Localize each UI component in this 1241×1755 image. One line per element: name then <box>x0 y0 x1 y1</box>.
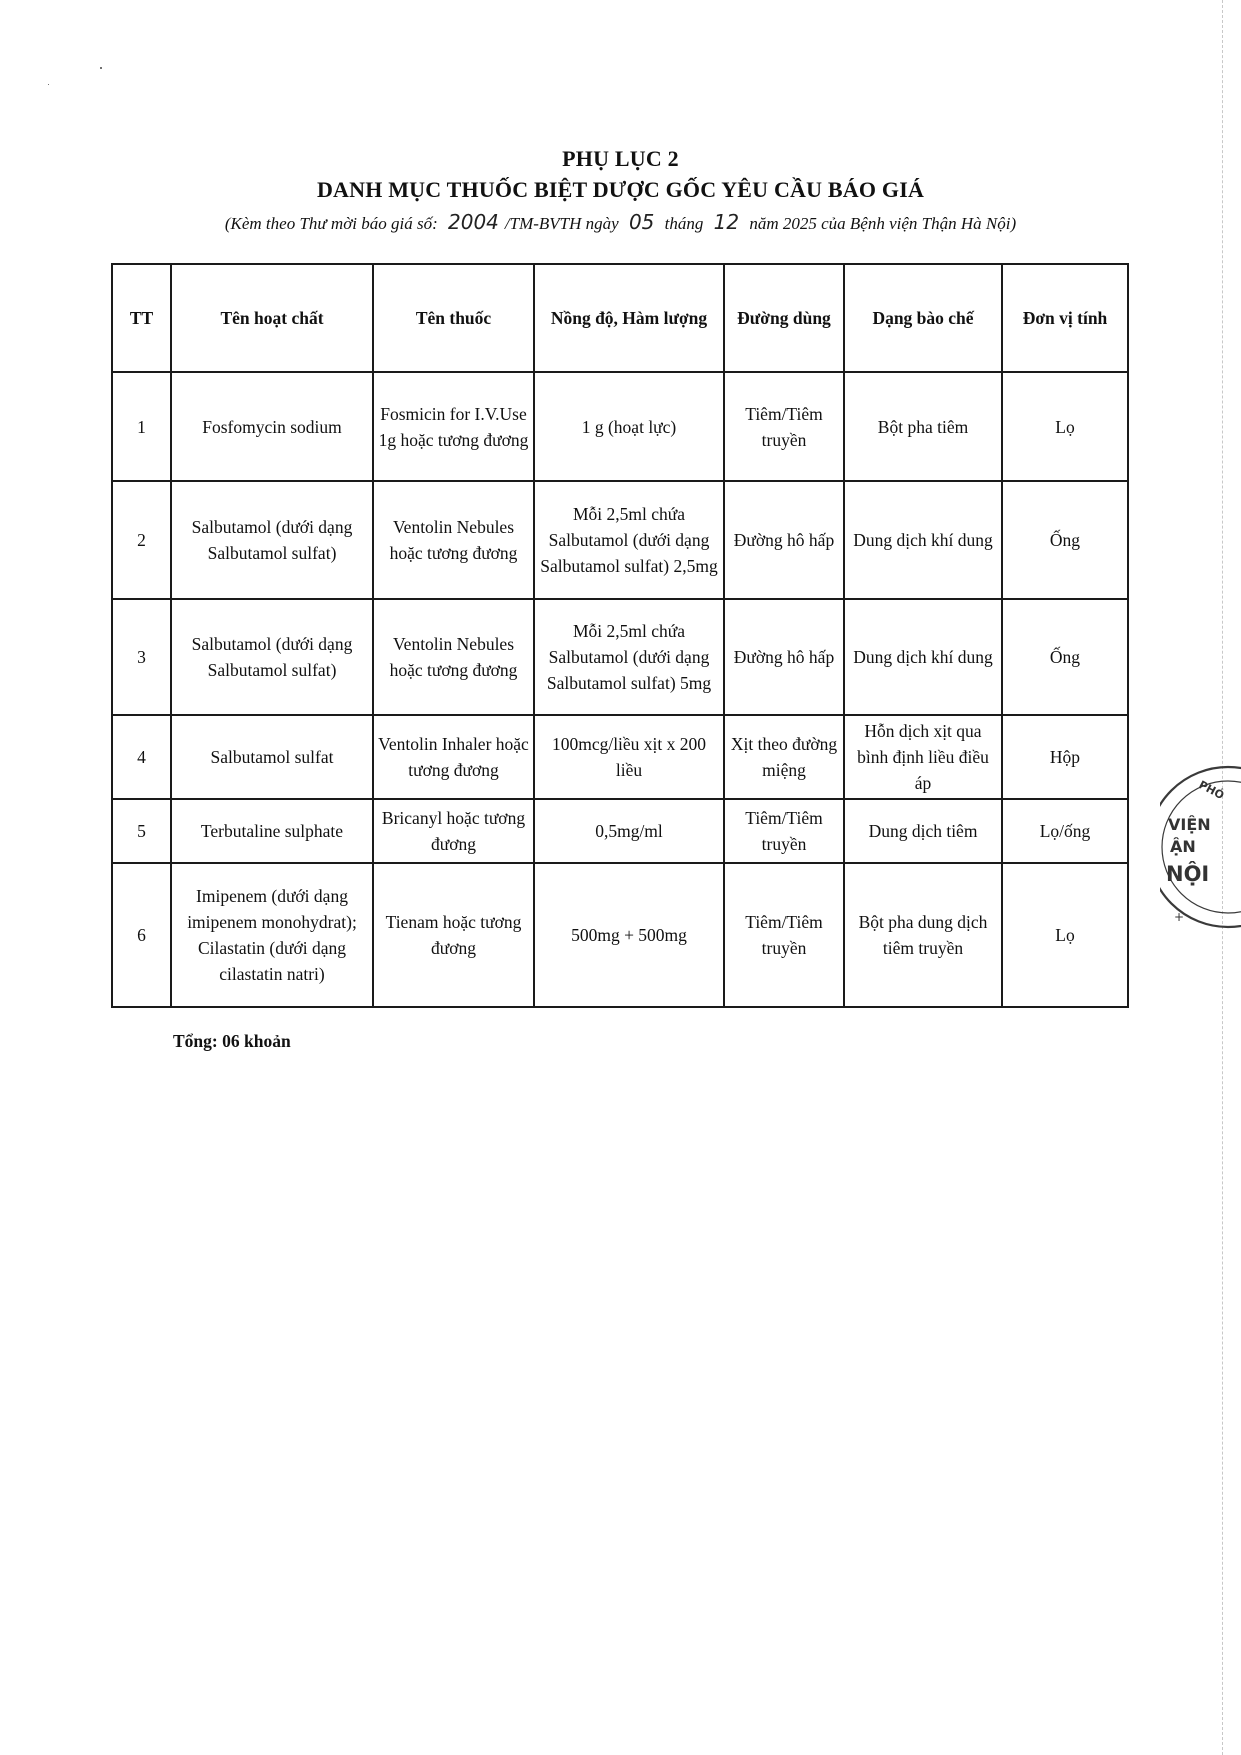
cell-unit: Hộp <box>1002 715 1128 799</box>
cell-index: 5 <box>112 799 171 863</box>
drug-table <box>111 263 1129 1008</box>
scan-speck <box>100 67 102 69</box>
cell-strength: 0,5mg/ml <box>534 799 724 863</box>
cell-index: 3 <box>112 599 171 715</box>
list-title: DANH MỤC THUỐC BIỆT DƯỢC GỐC YÊU CẦU BÁO GIÁ <box>316 177 925 202</box>
handwritten-doc-number: 2004 <box>448 210 499 234</box>
table-row <box>112 863 1128 1007</box>
reference-prefix: (Kèm theo Thư mời báo giá số: <box>224 214 438 233</box>
handwritten-month: 12 <box>713 210 740 234</box>
header-cell: Đường dùng <box>724 264 844 372</box>
header-cell: Tên hoạt chất <box>171 264 373 372</box>
cell-drug-name: Ventolin Nebules hoặc tương đương <box>373 599 534 715</box>
cell-dosage-form: Bột pha tiêm <box>844 372 1002 481</box>
cell-active-ingredient: Imipenem (dưới dạng imipenem monohydrat); Cilastatin (dưới dạng cilastatin natri) <box>171 863 373 1007</box>
cell-unit: Lọ <box>1002 372 1128 481</box>
reference-line <box>0 210 1241 234</box>
handwritten-day: 05 <box>628 210 655 234</box>
table-row <box>112 799 1128 863</box>
cell-route: Đường hô hấp <box>724 599 844 715</box>
cell-strength: 500mg + 500mg <box>534 863 724 1007</box>
cell-active-ingredient: Terbutaline sulphate <box>171 799 373 863</box>
cell-unit: Lọ <box>1002 863 1128 1007</box>
total-count: Tổng: 06 khoản <box>173 1031 291 1051</box>
header-cell: TT <box>112 264 171 372</box>
cell-drug-name: Bricanyl hoặc tương đương <box>373 799 534 863</box>
cell-route: Đường hô hấp <box>724 481 844 599</box>
cell-index: 6 <box>112 863 171 1007</box>
svg-text:+: + <box>1174 910 1185 924</box>
reference-suffix: năm 2025 của Bệnh viện Thận Hà Nội) <box>749 214 1017 233</box>
cell-drug-name: Ventolin Nebules hoặc tương đương <box>373 481 534 599</box>
hospital-stamp <box>1160 735 1241 955</box>
svg-text:PHÓ: PHÓ <box>1196 778 1227 803</box>
cell-unit: Ống <box>1002 599 1128 715</box>
table-header-row <box>112 264 1128 372</box>
header-cell: Tên thuốc <box>373 264 534 372</box>
appendix-title: PHỤ LỤC 2 <box>562 146 679 171</box>
cell-drug-name: Tienam hoặc tương đương <box>373 863 534 1007</box>
table-row <box>112 715 1128 799</box>
cell-drug-name: Ventolin Inhaler hoặc tương đương <box>373 715 534 799</box>
cell-dosage-form: Dung dịch khí dung <box>844 481 1002 599</box>
cell-route: Xịt theo đường miệng <box>724 715 844 799</box>
cell-strength: 100mcg/liều xịt x 200 liều <box>534 715 724 799</box>
svg-text:NỘI: NỘI <box>1166 862 1210 886</box>
stamp-seal-icon <box>1160 735 1241 955</box>
cell-index: 1 <box>112 372 171 481</box>
cell-active-ingredient: Fosfomycin sodium <box>171 372 373 481</box>
cell-dosage-form: Dung dịch khí dung <box>844 599 1002 715</box>
svg-text:VIỆN: VIỆN <box>1168 815 1211 834</box>
cell-route: Tiêm/Tiêm truyền <box>724 799 844 863</box>
cell-unit: Ống <box>1002 481 1128 599</box>
cell-index: 4 <box>112 715 171 799</box>
cell-dosage-form: Bột pha dung dịch tiêm truyền <box>844 863 1002 1007</box>
table-row <box>112 599 1128 715</box>
scan-speck <box>48 84 49 85</box>
cell-strength: Mỗi 2,5ml chứa Salbutamol (dưới dạng Salbutamol sulfat) 5mg <box>534 599 724 715</box>
cell-drug-name: Fosmicin for I.V.Use 1g hoặc tương đương <box>373 372 534 481</box>
cell-strength: 1 g (hoạt lực) <box>534 372 724 481</box>
table-row <box>112 372 1128 481</box>
header-cell: Đơn vị tính <box>1002 264 1128 372</box>
cell-active-ingredient: Salbutamol (dưới dạng Salbutamol sulfat) <box>171 481 373 599</box>
cell-index: 2 <box>112 481 171 599</box>
reference-month-label: tháng <box>664 214 704 233</box>
header-cell: Nồng độ, Hàm lượng <box>534 264 724 372</box>
cell-dosage-form: Hỗn dịch xịt qua bình định liều điều áp <box>844 715 1002 799</box>
cell-route: Tiêm/Tiêm truyền <box>724 863 844 1007</box>
cell-active-ingredient: Salbutamol (dưới dạng Salbutamol sulfat) <box>171 599 373 715</box>
cell-unit: Lọ/ống <box>1002 799 1128 863</box>
table-row <box>112 481 1128 599</box>
cell-active-ingredient: Salbutamol sulfat <box>171 715 373 799</box>
reference-code: /TM-BVTH ngày <box>504 214 619 233</box>
header-cell: Dạng bào chế <box>844 264 1002 372</box>
svg-text:ẬN: ẬN <box>1170 837 1196 856</box>
cell-route: Tiêm/Tiêm truyền <box>724 372 844 481</box>
cell-dosage-form: Dung dịch tiêm <box>844 799 1002 863</box>
cell-strength: Mỗi 2,5ml chứa Salbutamol (dưới dạng Salbutamol sulfat) 2,5mg <box>534 481 724 599</box>
